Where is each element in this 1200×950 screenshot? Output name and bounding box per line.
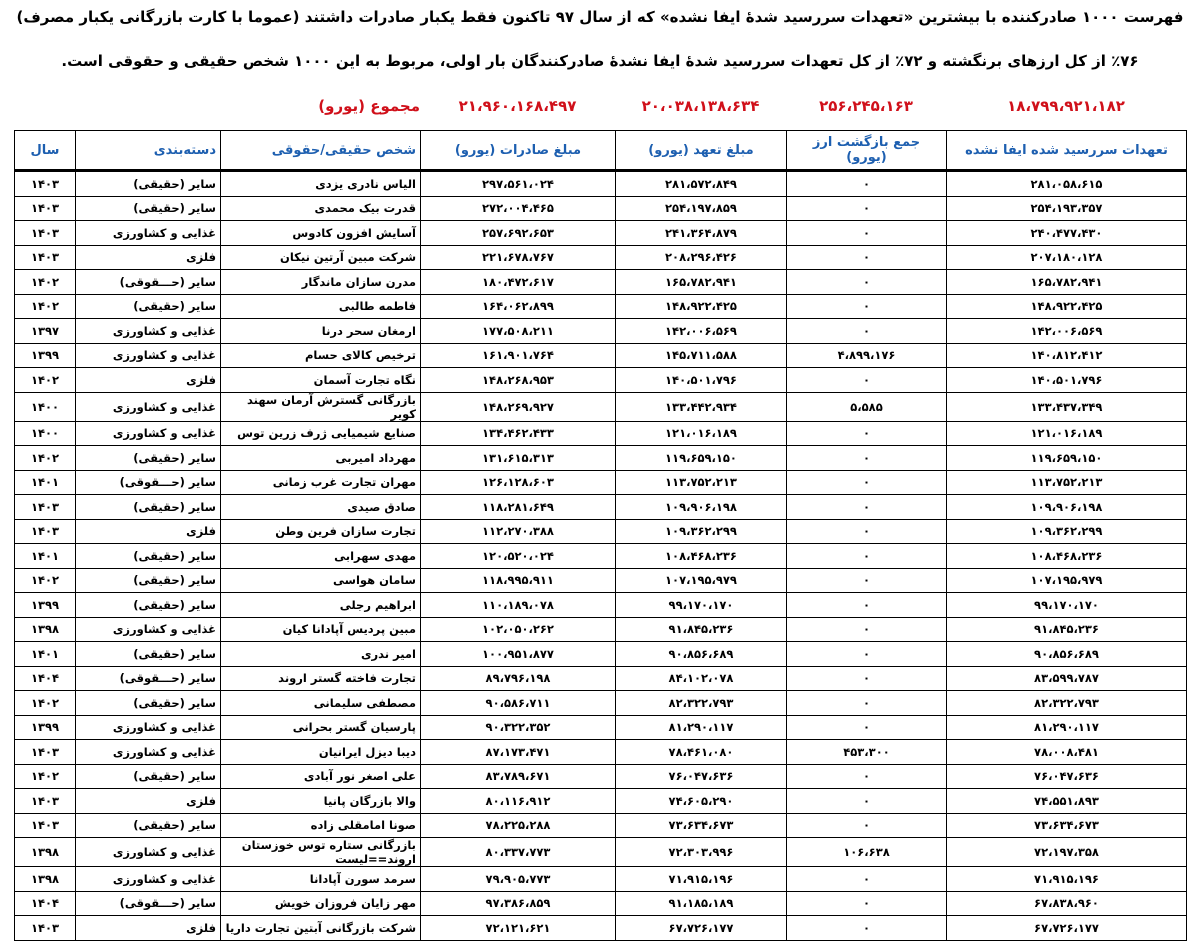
cell-person: شرکت بازرگانی آبتین تجارت داریا xyxy=(221,916,421,941)
cell-unfulfilled: ۷۸،۰۰۸،۴۸۱ xyxy=(947,740,1187,765)
cell-year: ۱۴۰۲ xyxy=(15,446,76,471)
cell-commitment: ۹۱،۸۴۵،۲۳۶ xyxy=(616,617,787,642)
cell-unfulfilled: ۱۴۲،۰۰۶،۵۶۹ xyxy=(947,319,1187,344)
cell-exports: ۱۱۸،۲۸۱،۶۴۹ xyxy=(421,495,616,520)
cell-exports: ۱۱۸،۹۹۵،۹۱۱ xyxy=(421,568,616,593)
total-returned: ۲۵۶،۲۴۵،۱۶۳ xyxy=(819,97,913,115)
cell-person: تجارت سازان فرین وطن xyxy=(221,519,421,544)
table-row xyxy=(15,270,1187,295)
cell-exports: ۲۲۱،۶۷۸،۷۶۷ xyxy=(421,245,616,270)
cell-year: ۱۴۰۳ xyxy=(15,740,76,765)
cell-returned: ۰ xyxy=(787,867,947,892)
cell-commitment: ۱۴۲،۰۰۶،۵۶۹ xyxy=(616,319,787,344)
cell-year: ۱۳۹۸ xyxy=(15,838,76,867)
table-row xyxy=(15,343,1187,368)
cell-category: فلزی xyxy=(76,916,221,941)
cell-unfulfilled: ۹۱،۸۴۵،۲۳۶ xyxy=(947,617,1187,642)
cell-category: سایر (حقیقی) xyxy=(76,495,221,520)
cell-returned: ۰ xyxy=(787,789,947,814)
header-unfulfilled: تعهدات سررسید شده ایفا نشده xyxy=(947,131,1187,171)
cell-year: ۱۴۰۰ xyxy=(15,392,76,421)
table-row xyxy=(15,593,1187,618)
cell-person: والا بازرگان پانیا xyxy=(221,789,421,814)
cell-returned: ۰ xyxy=(787,368,947,393)
cell-year: ۱۳۹۹ xyxy=(15,343,76,368)
cell-person: صنایع شیمیایی ژرف زرین توس xyxy=(221,421,421,446)
cell-returned: ۰ xyxy=(787,715,947,740)
cell-person: مهدی سهرابی xyxy=(221,544,421,569)
totals-row xyxy=(14,97,1186,121)
table-row xyxy=(15,544,1187,569)
cell-commitment: ۷۶،۰۴۷،۶۳۶ xyxy=(616,764,787,789)
table-row xyxy=(15,171,1187,197)
cell-exports: ۱۶۴،۰۶۲،۸۹۹ xyxy=(421,294,616,319)
cell-year: ۱۴۰۲ xyxy=(15,294,76,319)
table-row xyxy=(15,838,1187,867)
cell-category: غذایی و کشاورزی xyxy=(76,392,221,421)
cell-returned: ۰ xyxy=(787,221,947,246)
cell-category: فلزی xyxy=(76,789,221,814)
cell-year: ۱۴۰۳ xyxy=(15,916,76,941)
cell-category: غذایی و کشاورزی xyxy=(76,867,221,892)
cell-unfulfilled: ۱۲۱،۰۱۶،۱۸۹ xyxy=(947,421,1187,446)
table-row xyxy=(15,813,1187,838)
cell-exports: ۹۰،۳۲۲،۳۵۲ xyxy=(421,715,616,740)
cell-exports: ۷۹،۹۰۵،۷۷۳ xyxy=(421,867,616,892)
cell-person: مدرن سازان ماندگار xyxy=(221,270,421,295)
cell-unfulfilled: ۸۱،۲۹۰،۱۱۷ xyxy=(947,715,1187,740)
header-returned: جمع بازگشت ارز (یورو) xyxy=(787,131,947,171)
cell-category: سایر (حقیقی) xyxy=(76,691,221,716)
cell-returned: ۰ xyxy=(787,270,947,295)
header-commitment: مبلغ تعهد (یورو) xyxy=(616,131,787,171)
cell-year: ۱۴۰۳ xyxy=(15,789,76,814)
cell-category: سایر (حـــقوقی) xyxy=(76,891,221,916)
cell-returned: ۰ xyxy=(787,470,947,495)
cell-commitment: ۲۸۱،۵۷۲،۸۴۹ xyxy=(616,171,787,197)
cell-returned: ۰ xyxy=(787,245,947,270)
cell-commitment: ۲۴۱،۳۶۴،۸۷۹ xyxy=(616,221,787,246)
cell-exports: ۷۲،۱۲۱،۶۲۱ xyxy=(421,916,616,941)
cell-exports: ۸۳،۷۸۹،۶۷۱ xyxy=(421,764,616,789)
cell-person: بازرگانی گسترش آرمان سهند کویر xyxy=(221,392,421,421)
cell-category: غذایی و کشاورزی xyxy=(76,421,221,446)
table-row xyxy=(15,294,1187,319)
cell-year: ۱۳۹۸ xyxy=(15,867,76,892)
cell-returned: ۰ xyxy=(787,617,947,642)
cell-category: سایر (حقیقی) xyxy=(76,813,221,838)
cell-year: ۱۳۹۷ xyxy=(15,319,76,344)
cell-unfulfilled: ۱۱۹،۶۵۹،۱۵۰ xyxy=(947,446,1187,471)
cell-year: ۱۴۰۱ xyxy=(15,470,76,495)
cell-returned: ۰ xyxy=(787,519,947,544)
cell-returned: ۰ xyxy=(787,891,947,916)
cell-commitment: ۸۴،۱۰۲،۰۷۸ xyxy=(616,666,787,691)
cell-exports: ۲۷۲،۰۰۴،۴۶۵ xyxy=(421,196,616,221)
cell-exports: ۸۰،۱۱۶،۹۱۲ xyxy=(421,789,616,814)
table-row xyxy=(15,867,1187,892)
cell-commitment: ۹۰،۸۵۶،۶۸۹ xyxy=(616,642,787,667)
cell-year: ۱۴۰۲ xyxy=(15,691,76,716)
table-row xyxy=(15,642,1187,667)
table-row xyxy=(15,715,1187,740)
cell-year: ۱۴۰۳ xyxy=(15,245,76,270)
cell-category: سایر (حقیقی) xyxy=(76,171,221,197)
cell-exports: ۱۲۶،۱۲۸،۶۰۳ xyxy=(421,470,616,495)
table-row xyxy=(15,666,1187,691)
cell-category: غذایی و کشاورزی xyxy=(76,343,221,368)
cell-exports: ۸۷،۱۷۳،۴۷۱ xyxy=(421,740,616,765)
cell-unfulfilled: ۸۲،۳۲۲،۷۹۳ xyxy=(947,691,1187,716)
cell-category: سایر (حـــقوقی) xyxy=(76,270,221,295)
table-row xyxy=(15,368,1187,393)
cell-exports: ۹۰،۵۸۶،۷۱۱ xyxy=(421,691,616,716)
cell-unfulfilled: ۲۴۰،۴۷۷،۴۳۰ xyxy=(947,221,1187,246)
table-row xyxy=(15,916,1187,941)
cell-exports: ۱۴۸،۲۶۹،۹۲۷ xyxy=(421,392,616,421)
table-row xyxy=(15,392,1187,421)
cell-commitment: ۶۷،۷۲۶،۱۷۷ xyxy=(616,916,787,941)
table-row xyxy=(15,495,1187,520)
cell-returned: ۰ xyxy=(787,691,947,716)
header-category: دسته‌بندی xyxy=(76,131,221,171)
cell-commitment: ۱۰۸،۴۶۸،۲۳۶ xyxy=(616,544,787,569)
cell-exports: ۱۴۸،۲۶۸،۹۵۳ xyxy=(421,368,616,393)
cell-commitment: ۱۴۸،۹۲۲،۴۲۵ xyxy=(616,294,787,319)
cell-returned: ۰ xyxy=(787,421,947,446)
cell-person: ارمغان سحر درنا xyxy=(221,319,421,344)
cell-person: بازرگانی ستاره توس خوزستان اروند==لیست xyxy=(221,838,421,867)
cell-year: ۱۴۰۳ xyxy=(15,221,76,246)
cell-exports: ۸۹،۷۹۶،۱۹۸ xyxy=(421,666,616,691)
cell-commitment: ۹۱،۱۸۵،۱۸۹ xyxy=(616,891,787,916)
cell-commitment: ۸۱،۲۹۰،۱۱۷ xyxy=(616,715,787,740)
document-title-line-2: ٪۷۶ از کل ارزهای برنگشته و ۷۲٪ از کل تعهدات سررسید شدهٔ ایفا نشدهٔ صادرکنندگان بار اولی، مربوط به این ۱۰۰۰ شخص حقیقی و حقوقی است. xyxy=(61,52,1139,70)
cell-commitment: ۷۲،۳۰۳،۹۹۶ xyxy=(616,838,787,867)
cell-person: نگاه تجارت آسمان xyxy=(221,368,421,393)
cell-returned: ۰ xyxy=(787,196,947,221)
cell-year: ۱۴۰۳ xyxy=(15,495,76,520)
cell-category: فلزی xyxy=(76,368,221,393)
cell-person: قدرت بیک محمدی xyxy=(221,196,421,221)
cell-category: غذایی و کشاورزی xyxy=(76,221,221,246)
cell-exports: ۱۷۷،۵۰۸،۲۱۱ xyxy=(421,319,616,344)
cell-person: شرکت مبین آرتین نیکان xyxy=(221,245,421,270)
cell-commitment: ۹۹،۱۷۰،۱۷۰ xyxy=(616,593,787,618)
cell-year: ۱۴۰۰ xyxy=(15,421,76,446)
cell-returned: ۰ xyxy=(787,446,947,471)
table-row xyxy=(15,691,1187,716)
cell-person: ترخیص کالای حسام xyxy=(221,343,421,368)
cell-returned: ۰ xyxy=(787,813,947,838)
total-unfulfilled: ۱۸،۷۹۹،۹۲۱،۱۸۲ xyxy=(1007,97,1125,115)
total-commitment: ۲۰،۰۳۸،۱۳۸،۶۳۴ xyxy=(641,97,760,115)
cell-person: مهر زایان فروزان خویش xyxy=(221,891,421,916)
cell-year: ۱۳۹۹ xyxy=(15,715,76,740)
header-year: سال xyxy=(15,131,76,171)
cell-year: ۱۴۰۱ xyxy=(15,642,76,667)
table-header-row xyxy=(15,131,1187,171)
cell-year: ۱۴۰۲ xyxy=(15,764,76,789)
cell-unfulfilled: ۷۶،۰۴۷،۶۳۶ xyxy=(947,764,1187,789)
cell-unfulfilled: ۱۶۵،۷۸۲،۹۴۱ xyxy=(947,270,1187,295)
cell-person: الیاس نادری یزدی xyxy=(221,171,421,197)
cell-returned: ۰ xyxy=(787,319,947,344)
header-exports: مبلغ صادرات (یورو) xyxy=(421,131,616,171)
cell-category: سایر (حقیقی) xyxy=(76,764,221,789)
cell-unfulfilled: ۲۵۴،۱۹۳،۳۵۷ xyxy=(947,196,1187,221)
cell-returned: ۰ xyxy=(787,294,947,319)
cell-returned: ۰ xyxy=(787,495,947,520)
cell-unfulfilled: ۷۳،۶۳۴،۶۷۳ xyxy=(947,813,1187,838)
cell-year: ۱۴۰۱ xyxy=(15,544,76,569)
cell-category: غذایی و کشاورزی xyxy=(76,319,221,344)
cell-commitment: ۲۰۸،۲۹۶،۴۲۶ xyxy=(616,245,787,270)
cell-category: سایر (حقیقی) xyxy=(76,446,221,471)
cell-exports: ۱۳۱،۶۱۵،۳۱۳ xyxy=(421,446,616,471)
cell-year: ۱۴۰۴ xyxy=(15,891,76,916)
cell-commitment: ۱۴۵،۷۱۱،۵۸۸ xyxy=(616,343,787,368)
table-row xyxy=(15,470,1187,495)
cell-person: مصطفی سلیمانی xyxy=(221,691,421,716)
table-row xyxy=(15,568,1187,593)
cell-year: ۱۴۰۳ xyxy=(15,171,76,197)
cell-unfulfilled: ۱۰۹،۳۶۲،۲۹۹ xyxy=(947,519,1187,544)
cell-unfulfilled: ۲۸۱،۰۵۸،۶۱۵ xyxy=(947,171,1187,197)
cell-category: سایر (حقیقی) xyxy=(76,568,221,593)
cell-unfulfilled: ۱۰۷،۱۹۵،۹۷۹ xyxy=(947,568,1187,593)
table-row xyxy=(15,789,1187,814)
cell-person: تجارت فاخته گستر اروند xyxy=(221,666,421,691)
cell-exports: ۱۸۰،۴۷۲،۶۱۷ xyxy=(421,270,616,295)
cell-category: سایر (حقیقی) xyxy=(76,294,221,319)
cell-unfulfilled: ۸۳،۵۹۹،۷۸۷ xyxy=(947,666,1187,691)
cell-returned: ۴۵۳،۳۰۰ xyxy=(787,740,947,765)
table-row xyxy=(15,319,1187,344)
table-row xyxy=(15,740,1187,765)
cell-exports: ۱۰۰،۹۵۱،۸۷۷ xyxy=(421,642,616,667)
cell-person: صونا امامقلی زاده xyxy=(221,813,421,838)
cell-category: سایر (حقیقی) xyxy=(76,642,221,667)
cell-returned: ۰ xyxy=(787,764,947,789)
cell-exports: ۱۲۰،۵۲۰،۰۲۴ xyxy=(421,544,616,569)
cell-returned: ۰ xyxy=(787,642,947,667)
cell-person: فاطمه طالبی xyxy=(221,294,421,319)
cell-year: ۱۴۰۲ xyxy=(15,270,76,295)
cell-category: سایر (حقیقی) xyxy=(76,196,221,221)
cell-commitment: ۱۱۳،۷۵۲،۲۱۳ xyxy=(616,470,787,495)
cell-category: سایر (حقیقی) xyxy=(76,544,221,569)
total-exports: ۲۱،۹۶۰،۱۶۸،۴۹۷ xyxy=(458,97,577,115)
cell-year: ۱۳۹۸ xyxy=(15,617,76,642)
cell-year: ۱۴۰۲ xyxy=(15,568,76,593)
cell-exports: ۲۹۷،۵۶۱،۰۲۴ xyxy=(421,171,616,197)
cell-unfulfilled: ۱۴۰،۵۰۱،۷۹۶ xyxy=(947,368,1187,393)
cell-returned: ۴،۸۹۹،۱۷۶ xyxy=(787,343,947,368)
cell-unfulfilled: ۱۱۳،۷۵۲،۲۱۳ xyxy=(947,470,1187,495)
cell-year: ۱۴۰۳ xyxy=(15,813,76,838)
cell-category: غذایی و کشاورزی xyxy=(76,838,221,867)
cell-commitment: ۲۵۴،۱۹۷،۸۵۹ xyxy=(616,196,787,221)
cell-exports: ۱۳۴،۴۶۲،۴۳۳ xyxy=(421,421,616,446)
cell-unfulfilled: ۶۷،۸۳۸،۹۶۰ xyxy=(947,891,1187,916)
cell-exports: ۱۱۰،۱۸۹،۰۷۸ xyxy=(421,593,616,618)
cell-person: پارسیان گستر بحرانی xyxy=(221,715,421,740)
cell-unfulfilled: ۷۴،۵۵۱،۸۹۳ xyxy=(947,789,1187,814)
cell-commitment: ۷۴،۶۰۵،۲۹۰ xyxy=(616,789,787,814)
cell-exports: ۱۱۲،۲۷۰،۳۸۸ xyxy=(421,519,616,544)
cell-unfulfilled: ۹۹،۱۷۰،۱۷۰ xyxy=(947,593,1187,618)
cell-returned: ۰ xyxy=(787,568,947,593)
cell-commitment: ۱۳۳،۴۴۲،۹۳۴ xyxy=(616,392,787,421)
cell-unfulfilled: ۷۲،۱۹۷،۳۵۸ xyxy=(947,838,1187,867)
cell-year: ۱۴۰۲ xyxy=(15,368,76,393)
cell-unfulfilled: ۱۴۰،۸۱۲،۴۱۲ xyxy=(947,343,1187,368)
table-row xyxy=(15,617,1187,642)
cell-category: فلزی xyxy=(76,519,221,544)
cell-exports: ۷۸،۲۲۵،۲۸۸ xyxy=(421,813,616,838)
cell-person: دیبا دیزل ایرانیان xyxy=(221,740,421,765)
table-row xyxy=(15,221,1187,246)
cell-person: صادق صیدی xyxy=(221,495,421,520)
cell-person: مهرداد امیربی xyxy=(221,446,421,471)
cell-unfulfilled: ۶۷،۷۲۶،۱۷۷ xyxy=(947,916,1187,941)
cell-exports: ۱۰۲،۰۵۰،۲۶۲ xyxy=(421,617,616,642)
cell-exports: ۲۵۷،۶۹۲،۶۵۳ xyxy=(421,221,616,246)
cell-commitment: ۱۰۹،۳۶۲،۲۹۹ xyxy=(616,519,787,544)
cell-person: علی اصغر نور آبادی xyxy=(221,764,421,789)
cell-commitment: ۱۴۰،۵۰۱،۷۹۶ xyxy=(616,368,787,393)
cell-exports: ۸۰،۳۳۷،۷۷۳ xyxy=(421,838,616,867)
cell-returned: ۰ xyxy=(787,544,947,569)
cell-category: غذایی و کشاورزی xyxy=(76,715,221,740)
cell-commitment: ۱۲۱،۰۱۶،۱۸۹ xyxy=(616,421,787,446)
table-row xyxy=(15,519,1187,544)
cell-person: آسایش افزون کادوس xyxy=(221,221,421,246)
table-row xyxy=(15,245,1187,270)
table-row xyxy=(15,446,1187,471)
cell-commitment: ۷۳،۶۳۴،۶۷۳ xyxy=(616,813,787,838)
cell-unfulfilled: ۷۱،۹۱۵،۱۹۶ xyxy=(947,867,1187,892)
cell-returned: ۰ xyxy=(787,593,947,618)
cell-unfulfilled: ۱۳۳،۴۳۷،۳۴۹ xyxy=(947,392,1187,421)
cell-person: مهران تجارت غرب زمانی xyxy=(221,470,421,495)
table-row xyxy=(15,421,1187,446)
cell-commitment: ۸۲،۳۲۲،۷۹۳ xyxy=(616,691,787,716)
cell-category: سایر (حـــقوقی) xyxy=(76,470,221,495)
cell-year: ۱۳۹۹ xyxy=(15,593,76,618)
document-title-line-1: فهرست ۱۰۰۰ صادرکننده با بیشترین «تعهدات سررسید شدهٔ ایفا نشده» که از سال ۹۷ تاکنون فقط یکبار صادرات داشتند (عموما با کارت بازرگانی یکبار مصرف) xyxy=(16,8,1184,26)
cell-person: امیر ندری xyxy=(221,642,421,667)
cell-unfulfilled: ۱۰۹،۹۰۶،۱۹۸ xyxy=(947,495,1187,520)
cell-commitment: ۱۱۹،۶۵۹،۱۵۰ xyxy=(616,446,787,471)
cell-commitment: ۷۸،۴۶۱،۰۸۰ xyxy=(616,740,787,765)
cell-unfulfilled: ۹۰،۸۵۶،۶۸۹ xyxy=(947,642,1187,667)
cell-commitment: ۷۱،۹۱۵،۱۹۶ xyxy=(616,867,787,892)
cell-unfulfilled: ۲۰۷،۱۸۰،۱۲۸ xyxy=(947,245,1187,270)
cell-returned: ۰ xyxy=(787,171,947,197)
cell-unfulfilled: ۱۰۸،۴۶۸،۲۳۶ xyxy=(947,544,1187,569)
cell-exports: ۱۶۱،۹۰۱،۷۶۴ xyxy=(421,343,616,368)
header-person: شخص حقیقی/حقوقی xyxy=(221,131,421,171)
cell-person: سامان هواسی xyxy=(221,568,421,593)
cell-category: فلزی xyxy=(76,245,221,270)
cell-category: غذایی و کشاورزی xyxy=(76,740,221,765)
exporters-table xyxy=(14,130,1187,941)
cell-commitment: ۱۰۹،۹۰۶،۱۹۸ xyxy=(616,495,787,520)
cell-commitment: ۱۶۵،۷۸۲،۹۴۱ xyxy=(616,270,787,295)
table-row xyxy=(15,196,1187,221)
cell-year: ۱۴۰۴ xyxy=(15,666,76,691)
cell-unfulfilled: ۱۴۸،۹۲۲،۴۲۵ xyxy=(947,294,1187,319)
cell-category: سایر (حـــقوقی) xyxy=(76,666,221,691)
cell-year: ۱۴۰۳ xyxy=(15,519,76,544)
cell-returned: ۰ xyxy=(787,666,947,691)
total-label: مجموع (یورو) xyxy=(318,97,420,115)
cell-person: سرمد سورن آپادانا xyxy=(221,867,421,892)
cell-person: ابراهیم رجلی xyxy=(221,593,421,618)
table-row xyxy=(15,891,1187,916)
cell-commitment: ۱۰۷،۱۹۵،۹۷۹ xyxy=(616,568,787,593)
cell-category: سایر (حقیقی) xyxy=(76,593,221,618)
cell-returned: ۵،۵۸۵ xyxy=(787,392,947,421)
cell-returned: ۱۰۶،۶۳۸ xyxy=(787,838,947,867)
cell-exports: ۹۷،۳۸۶،۸۵۹ xyxy=(421,891,616,916)
table-row xyxy=(15,764,1187,789)
cell-person: مبین پردیس آپادانا کیان xyxy=(221,617,421,642)
cell-returned: ۰ xyxy=(787,916,947,941)
cell-category: غذایی و کشاورزی xyxy=(76,617,221,642)
cell-year: ۱۴۰۳ xyxy=(15,196,76,221)
